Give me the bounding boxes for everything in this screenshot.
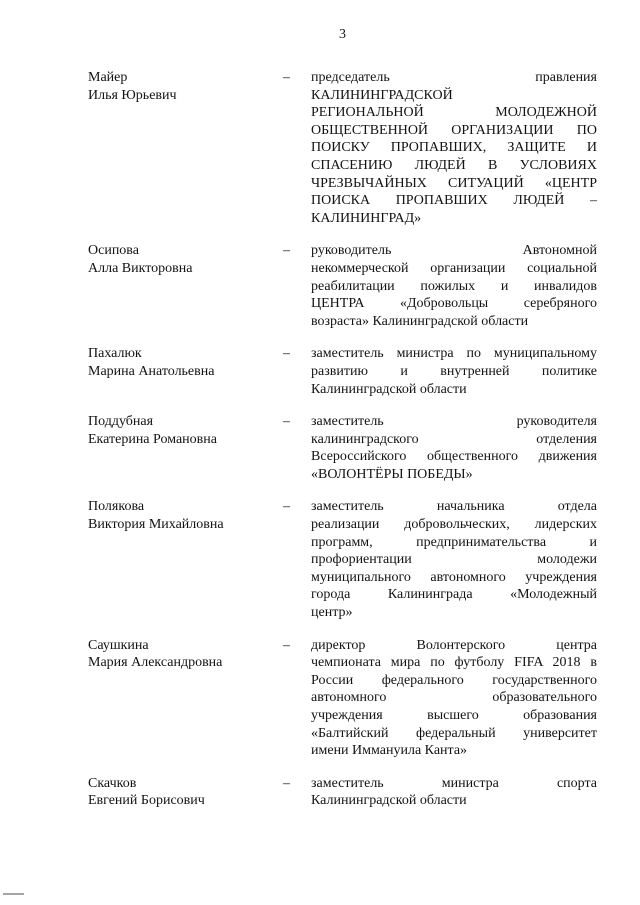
entry-role-line: некоммерческой организации социальной — [311, 260, 597, 276]
entry-name-line: Скачков — [88, 775, 137, 791]
entry-role — [311, 345, 597, 398]
entry-role-line: заместитель начальника отдела — [311, 499, 597, 515]
entry-name — [88, 242, 283, 330]
entry-name-line: Виктория Михайловна — [88, 517, 224, 533]
entry-name — [88, 498, 283, 621]
entry-name — [88, 69, 283, 227]
entry-name-line: Осипова — [88, 243, 139, 259]
entry-role — [311, 775, 597, 810]
list-entry — [88, 413, 597, 483]
entry-role-line: «Балтийский федеральный университет — [311, 725, 597, 741]
entry-name — [88, 637, 283, 760]
entry-role-line: ЧРЕЗВЫЧАЙНЫХ СИТУАЦИЙ «ЦЕНТР — [311, 175, 597, 191]
entry-role — [311, 69, 597, 227]
entry-name-line: Майер — [88, 70, 128, 85]
entry-role-line: развитию и внутренней политике — [311, 363, 597, 379]
entry-role-line: города Калининграда «Молодежный — [311, 587, 597, 603]
entry-role-line: имени Иммануила Канта» — [311, 743, 468, 759]
entry-role-line: автономного образовательного — [311, 690, 597, 706]
entry-role — [311, 242, 597, 330]
list-entry — [88, 498, 597, 621]
entry-role-line: заместитель руководителя — [311, 414, 597, 430]
list-entry — [88, 637, 597, 760]
entry-role — [311, 413, 597, 483]
entry-role-line: РЕГИОНАЛЬНОЙ МОЛОДЕЖНОЙ — [311, 105, 597, 121]
entry-name-line: Илья Юрьевич — [88, 87, 177, 103]
entry-role — [311, 637, 597, 760]
entry-name-line: Екатерина Романовна — [88, 431, 217, 447]
entry-role-line: ПОИСКУ ПРОПАВШИХ, ЗАЩИТЕ И — [311, 140, 597, 156]
entry-role-line: ОБЩЕСТВЕННОЙ ОРГАНИЗАЦИИ ПО — [311, 122, 597, 138]
entry-role-line: заместитель министра по муниципальному — [311, 346, 597, 362]
entry-role-line: ПОИСКА ПРОПАВШИХ ЛЮДЕЙ – — [311, 193, 597, 209]
entry-name-line: Полякова — [88, 499, 145, 515]
entry-role — [311, 498, 597, 621]
entry-role-line: директор Волонтерского центра — [311, 637, 597, 653]
entry-name-line: Алла Викторовна — [88, 260, 193, 276]
entry-name-line: Поддубная — [88, 414, 154, 430]
entry-role-line: программ, предпринимательства и — [311, 534, 597, 550]
entry-name-line: Евгений Борисович — [88, 793, 205, 809]
entry-dash: – — [283, 775, 290, 791]
list-entry — [88, 69, 597, 227]
entry-dash: – — [283, 414, 290, 430]
entry-name-line: Пахалюк — [88, 346, 142, 362]
entry-role-line: чемпионата мира по футболу FIFA 2018 в — [311, 655, 597, 671]
scan-artifact-line — [3, 893, 24, 895]
entry-name — [88, 775, 283, 810]
participants-list — [88, 69, 597, 825]
entry-role-line: «ВОЛОНТЁРЫ ПОБЕДЫ» — [311, 466, 473, 482]
entry-name-line: Мария Александровна — [88, 655, 223, 671]
list-entry — [88, 775, 597, 810]
entry-role-line: ЦЕНТРА «Добровольцы серебряного — [311, 296, 597, 312]
entry-role-line: калининградского отделения — [311, 431, 597, 447]
entry-dash: – — [283, 637, 290, 653]
entry-role-line: Калининградской области — [311, 381, 467, 397]
entry-dash: – — [283, 346, 290, 362]
entry-role-line: реализации добровольческих, лидерских — [311, 517, 597, 533]
entry-role-line: СПАСЕНИЮ ЛЮДЕЙ В УСЛОВИЯХ — [311, 157, 597, 173]
entry-role-line: руководитель Автономной — [311, 243, 597, 259]
list-entry — [88, 345, 597, 398]
entry-name — [88, 413, 283, 483]
entry-role-line: заместитель министра спорта — [311, 775, 597, 791]
list-entry — [88, 242, 597, 330]
entry-role-line: России федерального государственного — [311, 672, 597, 688]
entry-role-line: председатель правления — [311, 70, 597, 85]
entry-role-line: центр» — [311, 605, 353, 621]
entry-role-line: возраста» Калининградской области — [311, 313, 529, 329]
page-number: 3 — [339, 27, 346, 42]
entry-name — [88, 345, 283, 398]
entry-role-line: КАЛИНИНГРАД» — [311, 210, 422, 226]
entry-name-line: Марина Анатольевна — [88, 363, 215, 379]
entry-dash: – — [283, 70, 290, 85]
entry-name-line: Саушкина — [88, 637, 149, 653]
entry-role-line: Калининградской области — [311, 793, 467, 809]
entry-role-line: Всероссийского общественного движения — [311, 449, 597, 465]
entry-role-line: реабилитации пожилых и инвалидов — [311, 278, 597, 294]
entry-dash: – — [283, 243, 290, 259]
entry-role-line: муниципального автономного учреждения — [311, 569, 597, 585]
entry-dash: – — [283, 499, 290, 515]
entry-role-line: КАЛИНИНГРАДСКОЙ — [311, 87, 453, 103]
entry-role-line: профориентации молодежи — [311, 552, 597, 568]
entry-role-line: учреждения высшего образования — [311, 708, 597, 723]
